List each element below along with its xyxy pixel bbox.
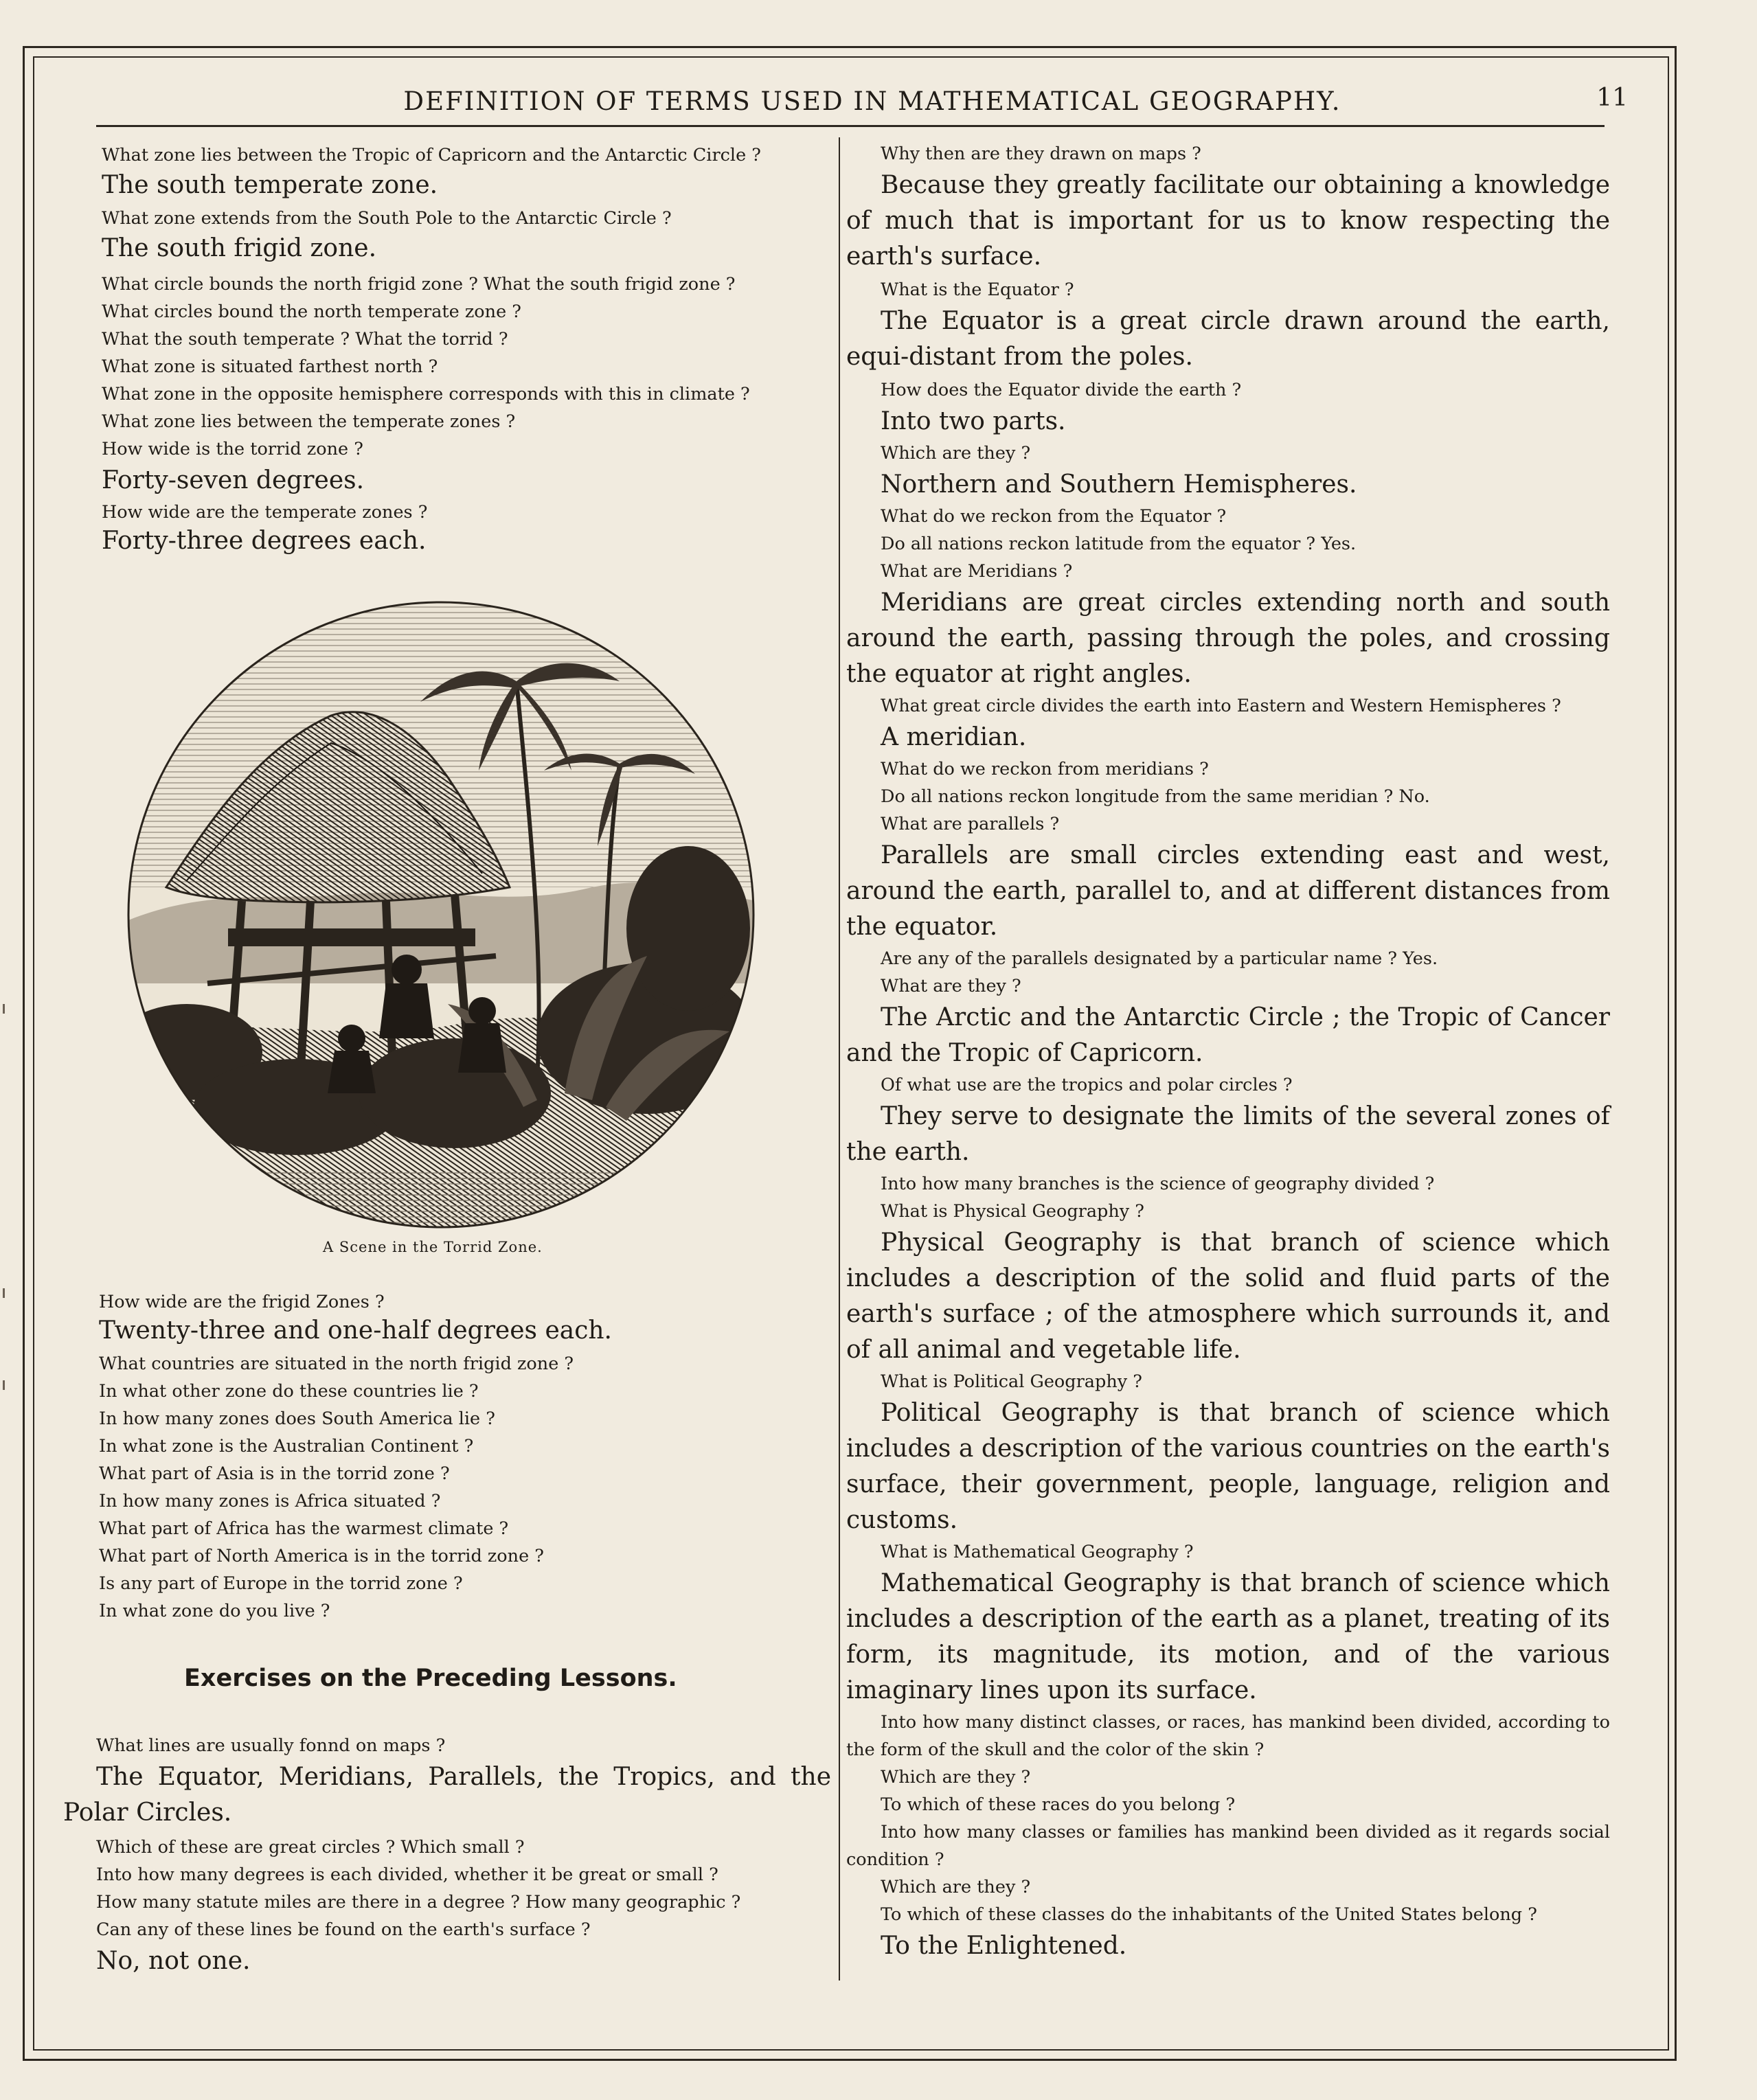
question: What lines are usually fonnd on maps ?	[96, 1735, 446, 1756]
question: In how many zones does South America lie ?	[99, 1408, 495, 1429]
question: Into how many degrees is each divided, whether it be great or small ?	[96, 1864, 718, 1885]
question: Into how many classes or families has mankind been divided as it regards social condition ?	[846, 1822, 1610, 1870]
header-rule	[96, 125, 1605, 127]
answer: Because they greatly facilitate our obtaining a knowledge of much that is important for us to know respecting the earth's surface.	[846, 171, 1610, 271]
answer: Into two parts.	[881, 407, 1066, 435]
answer: Northern and Southern Hemispheres.	[881, 470, 1357, 499]
question: What is Political Geography ?	[881, 1371, 1142, 1392]
answer: Mathematical Geography is that branch of science which includes a description of the earth as a planet, treating of its form, its magnitude, its motion, and of the various imaginary lines upon its surface.	[846, 1569, 1610, 1704]
question: What do we reckon from meridians ?	[881, 759, 1209, 779]
question: In what zone do you live ?	[99, 1601, 330, 1621]
question: How wide are the temperate zones ?	[102, 502, 428, 523]
question: What zone lies between the temperate zones ?	[102, 411, 516, 432]
question: Are any of the parallels designated by a particular name ? Yes.	[881, 948, 1438, 969]
question: What zone is situated farthest north ?	[102, 356, 438, 377]
question: To which of these classes do the inhabitants of the United States belong ?	[881, 1904, 1537, 1925]
column-divider	[839, 137, 840, 1981]
running-title: DEFINITION OF TERMS USED IN MATHEMATICAL GEOGRAPHY.	[403, 87, 1341, 116]
question: What is Physical Geography ?	[881, 1201, 1144, 1222]
question: What are parallels ?	[881, 814, 1060, 834]
answer: A meridian.	[881, 723, 1027, 751]
answer: They serve to designate the limits of the several zones of the earth.	[846, 1102, 1610, 1166]
running-header	[96, 81, 1648, 124]
question: What are Meridians ?	[881, 561, 1073, 582]
question: What zone lies between the Tropic of Capricorn and the Antarctic Circle ?	[102, 145, 761, 166]
answer: The south frigid zone.	[102, 234, 377, 262]
question: What is the Equator ?	[881, 279, 1074, 300]
question: Which of these are great circles ? Which small ?	[96, 1837, 525, 1858]
exercises-block	[63, 1732, 831, 1979]
question: What do we reckon from the Equator ?	[881, 506, 1227, 527]
question: How wide are the frigid Zones ?	[99, 1292, 385, 1312]
torrid-zone-engraving-icon	[125, 599, 757, 1231]
question: What part of Africa has the warmest climate ?	[99, 1518, 509, 1539]
question: What great circle divides the earth into Eastern and Western Hemispheres ?	[881, 696, 1561, 716]
question: Do all nations reckon longitude from the same meridian ? No.	[881, 786, 1430, 807]
margin-mark	[3, 1288, 5, 1298]
question: Can any of these lines be found on the earth's surface ?	[96, 1919, 591, 1940]
left-column-middle	[99, 1288, 828, 1625]
answer: Forty-three degrees each.	[102, 527, 427, 555]
question: What circle bounds the north frigid zone ? What the south frigid zone ?	[102, 274, 736, 295]
figure-caption: A Scene in the Torrid Zone.	[323, 1239, 543, 1255]
question: What zone in the opposite hemisphere corresponds with this in climate ?	[102, 384, 750, 404]
question: What countries are situated in the north frigid zone ?	[99, 1354, 574, 1374]
question: In how many zones is Africa situated ?	[99, 1491, 441, 1511]
question: Into how many branches is the science of geography divided ?	[881, 1174, 1435, 1194]
question: What the south temperate ? What the torrid ?	[102, 329, 508, 350]
answer: To the Enlightened.	[881, 1932, 1127, 1960]
answer: The Equator is a great circle drawn around the earth, equi-distant from the poles.	[846, 307, 1610, 371]
answer: Parallels are small circles extending east and west, around the earth, parallel to, and at different distances from the equator.	[846, 841, 1610, 941]
question: In what zone is the Australian Continent ?	[99, 1436, 474, 1457]
answer: Physical Geography is that branch of science which includes a description of the solid and fluid parts of the earth's surface ; of the atmosphere which surrounds it, and of all animal and vegetable life.	[846, 1229, 1610, 1364]
margin-mark	[3, 1004, 5, 1014]
question: Is any part of Europe in the torrid zone ?	[99, 1573, 463, 1594]
question: How does the Equator divide the earth ?	[881, 380, 1242, 400]
right-column	[846, 140, 1610, 1964]
question: What circles bound the north temperate zone ?	[102, 301, 521, 322]
question: What zone extends from the South Pole to the Antarctic Circle ?	[102, 208, 672, 229]
question: Into how many distinct classes, or races, has mankind been divided, according to the form of the skull and the color of the skin ?	[846, 1712, 1610, 1760]
question: What is Mathematical Geography ?	[881, 1542, 1194, 1562]
page-number: 11	[1596, 84, 1628, 112]
answer: Political Geography is that branch of science which includes a description of the various countries on the earth's surface, their government, people, language, religion and customs.	[846, 1399, 1610, 1534]
question: To which of these races do you belong ?	[881, 1794, 1236, 1815]
question: Which are they ?	[881, 443, 1031, 464]
answer: Twenty-three and one-half degrees each.	[99, 1316, 612, 1345]
question: Why then are they drawn on maps ?	[881, 144, 1201, 164]
question: What part of North America is in the torrid zone ?	[99, 1546, 544, 1566]
question: How wide is the torrid zone ?	[102, 439, 363, 459]
question: What part of Asia is in the torrid zone ?	[99, 1463, 450, 1484]
answer: Forty-seven degrees.	[102, 466, 365, 494]
answer: The Equator, Meridians, Parallels, the Tropics, and the Polar Circles.	[63, 1763, 831, 1827]
answer: Meridians are great circles extending north and south around the earth, passing through the poles, and crossing the equator at right angles.	[846, 589, 1610, 688]
question: Which are they ?	[881, 1877, 1031, 1897]
question: In what other zone do these countries lie ?	[99, 1381, 479, 1402]
left-column-top	[102, 141, 831, 559]
section-heading: Exercises on the Preceding Lessons.	[184, 1665, 677, 1692]
answer: The Arctic and the Antarctic Circle ; the Tropic of Cancer and the Tropic of Capricorn.	[846, 1003, 1610, 1067]
margin-mark	[3, 1380, 5, 1390]
question: Do all nations reckon latitude from the equator ? Yes.	[881, 534, 1357, 554]
question: Which are they ?	[881, 1767, 1031, 1788]
question: How many statute miles are there in a degree ? How many geographic ?	[96, 1892, 741, 1913]
answer: The south temperate zone.	[102, 171, 438, 199]
answer: No, not one.	[96, 1947, 251, 1975]
question: What are they ?	[881, 976, 1021, 996]
question: Of what use are the tropics and polar circles ?	[881, 1075, 1293, 1095]
